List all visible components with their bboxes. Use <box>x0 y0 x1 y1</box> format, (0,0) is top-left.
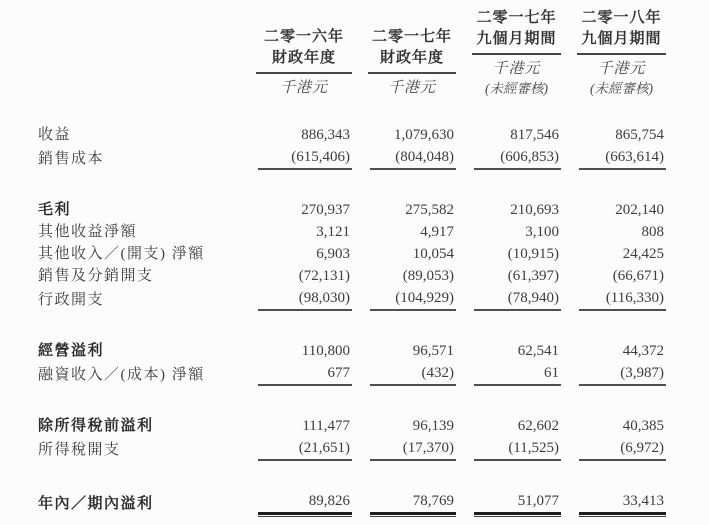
column-period <box>577 8 666 55</box>
row-spacer <box>38 170 666 199</box>
value-cell: 4,917 <box>420 224 454 240</box>
value-cell: 677 <box>258 362 352 386</box>
row-spacer <box>38 311 666 340</box>
value-cell: (78,940) <box>474 287 561 311</box>
column-unit: 千港元 <box>492 61 541 77</box>
column-period <box>472 8 561 55</box>
value-cell: (432) <box>370 362 456 386</box>
row-label: 其他收入／(開支) 淨額 <box>38 246 205 262</box>
table-row <box>38 362 666 386</box>
value-cell: 78,769 <box>370 490 456 515</box>
column-header-1 <box>256 27 352 98</box>
value-cell: (804,048) <box>370 146 456 170</box>
row-spacer <box>38 386 666 415</box>
column-header-2 <box>368 27 456 98</box>
value-cell: 110,800 <box>301 343 350 359</box>
row-label: 行政開支 <box>38 292 105 308</box>
value-cell: 40,385 <box>622 418 664 434</box>
value-cell: 202,140 <box>615 202 664 218</box>
column-header-4 <box>577 8 666 98</box>
table-row <box>38 287 666 311</box>
value-cell: 808 <box>641 224 664 240</box>
column-unit: 千港元 <box>387 80 436 96</box>
column-unaudited-note: (未經審核) <box>485 81 548 96</box>
value-cell: 865,754 <box>615 127 664 143</box>
table-row <box>38 437 666 461</box>
table-row <box>38 415 666 437</box>
value-cell: 886,343 <box>301 127 350 143</box>
column-unaudited-note: (未經審核) <box>590 81 653 96</box>
table-row <box>38 199 666 221</box>
row-label: 收益 <box>38 127 72 143</box>
row-label: 其他收益淨額 <box>38 224 138 240</box>
value-cell: (17,370) <box>370 437 456 461</box>
value-cell: 62,541 <box>517 343 559 359</box>
column-period-line1: 二零一七年 <box>476 10 557 26</box>
value-cell: 1,079,630 <box>394 127 454 143</box>
row-label: 所得稅開支 <box>38 442 121 458</box>
row-label: 毛利 <box>38 202 72 218</box>
row-label: 銷售及分銷開支 <box>38 268 154 284</box>
column-period-line2: 財政年度 <box>379 50 444 66</box>
value-cell: 10,054 <box>412 246 454 262</box>
value-cell: 111,477 <box>302 418 350 434</box>
value-cell: (6,972) <box>579 437 666 461</box>
table-row <box>38 221 666 243</box>
column-header-3 <box>472 8 561 98</box>
column-period-line1: 二零一七年 <box>371 29 452 45</box>
table-row <box>38 490 666 515</box>
table-row <box>38 146 666 170</box>
value-cell: 24,425 <box>622 246 664 262</box>
column-period <box>256 27 352 74</box>
column-unit: 千港元 <box>597 61 646 77</box>
value-cell: 210,693 <box>510 202 559 218</box>
table-row <box>38 265 666 287</box>
value-cell: 96,139 <box>412 418 454 434</box>
value-cell: (116,330) <box>579 287 666 311</box>
value-cell: 33,413 <box>579 490 666 515</box>
value-cell: (61,397) <box>507 268 559 284</box>
row-label: 銷售成本 <box>38 151 105 167</box>
column-period-line1: 二零一六年 <box>263 29 344 45</box>
value-cell: 96,571 <box>412 343 454 359</box>
value-cell: 3,121 <box>316 224 350 240</box>
table-row <box>38 124 666 146</box>
value-cell: (10,915) <box>507 246 559 262</box>
row-label: 經營溢利 <box>38 343 105 359</box>
value-cell: 62,602 <box>517 418 559 434</box>
value-cell: (21,651) <box>258 437 352 461</box>
table-row <box>38 340 666 362</box>
value-cell: 44,372 <box>622 343 664 359</box>
column-period <box>368 27 456 74</box>
value-cell: (66,671) <box>612 268 664 284</box>
value-cell: 275,582 <box>405 202 454 218</box>
column-unit: 千港元 <box>279 80 328 96</box>
column-period-line1: 二零一八年 <box>581 10 662 26</box>
table-body <box>38 124 666 515</box>
row-label: 除所得稅前溢利 <box>38 418 154 434</box>
value-cell: (3,987) <box>579 362 666 386</box>
value-cell: 270,937 <box>301 202 350 218</box>
value-cell: 89,826 <box>258 490 352 515</box>
row-label: 年內／期內溢利 <box>38 496 154 512</box>
value-cell: (72,131) <box>298 268 350 284</box>
value-cell: 51,077 <box>474 490 561 515</box>
column-period-line2: 九個月期間 <box>476 31 557 47</box>
value-cell: 61 <box>474 362 561 386</box>
table-header-row <box>38 8 666 98</box>
value-cell: (104,929) <box>370 287 456 311</box>
value-cell: (11,525) <box>474 437 561 461</box>
value-cell: (89,053) <box>402 268 454 284</box>
value-cell: (98,030) <box>258 287 352 311</box>
column-period-line2: 九個月期間 <box>581 31 662 47</box>
value-cell: 3,100 <box>525 224 559 240</box>
column-period-line2: 財政年度 <box>271 50 336 66</box>
value-cell: 817,546 <box>510 127 559 143</box>
value-cell: (663,614) <box>579 146 666 170</box>
value-cell: (615,406) <box>258 146 352 170</box>
value-cell: (606,853) <box>474 146 561 170</box>
row-label: 融資收入／(成本) 淨額 <box>38 367 205 383</box>
row-spacer <box>38 461 666 490</box>
table-row <box>38 243 666 265</box>
value-cell: 6,903 <box>316 246 350 262</box>
